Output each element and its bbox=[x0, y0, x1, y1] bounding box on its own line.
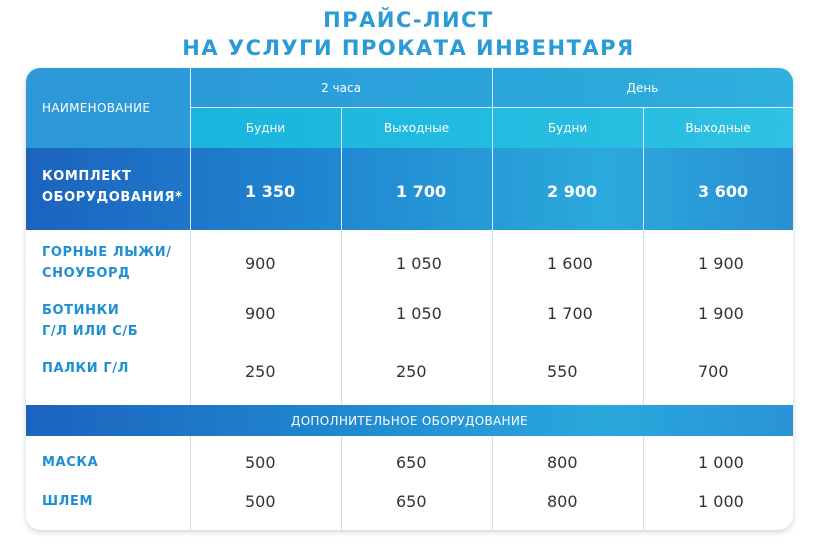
table-cell: 1 000 bbox=[698, 491, 744, 511]
table-cell: 1 600 bbox=[547, 253, 593, 273]
table-cell: 1 900 bbox=[698, 253, 744, 273]
title-line-2: НА УСЛУГИ ПРОКАТА ИНВЕНТАРЯ bbox=[182, 36, 635, 60]
row-name-mask: МАСКА bbox=[42, 455, 99, 470]
table-cell: 650 bbox=[396, 491, 427, 511]
price-table bbox=[26, 68, 793, 530]
table-cell: 900 bbox=[245, 303, 276, 323]
table-cell: 800 bbox=[547, 452, 578, 472]
header-2h-weekdays: Будни bbox=[245, 120, 286, 135]
row-name-skis: ГОРНЫЕ ЛЫЖИ/ СНОУБОРД bbox=[42, 245, 172, 281]
table-cell: 250 bbox=[245, 361, 276, 381]
table-cell: 2 900 bbox=[547, 181, 598, 201]
header-name-column: НАИМЕНОВАНИЕ bbox=[42, 101, 151, 115]
table-cell: 1 050 bbox=[396, 303, 442, 323]
table-cell: 1 000 bbox=[698, 452, 744, 472]
table-cell: 700 bbox=[698, 361, 729, 381]
table-cell: 3 600 bbox=[698, 181, 749, 201]
table-cell: 900 bbox=[245, 253, 276, 273]
table-cell: 500 bbox=[245, 491, 276, 511]
table-cell: 1 900 bbox=[698, 303, 744, 323]
row-name-helmet: ШЛЕМ bbox=[42, 494, 94, 509]
header-day-weekends: Выходные bbox=[685, 120, 751, 135]
table-cell: 250 bbox=[396, 361, 427, 381]
row-name-boots: БОТИНКИ Г/Л ИЛИ С/Б bbox=[42, 303, 139, 339]
header-2h: 2 часа bbox=[321, 80, 361, 95]
table-cell: 1 700 bbox=[547, 303, 593, 323]
header-2h-weekends: Выходные bbox=[383, 120, 450, 135]
row-name-set: КОМПЛЕКТ ОБОРУДОВАНИЯ* bbox=[42, 169, 183, 205]
table-cell: 650 bbox=[396, 452, 427, 472]
row-name-poles: ПАЛКИ Г/Л bbox=[42, 361, 129, 376]
title-line-1: ПРАЙС-ЛИСТ bbox=[323, 8, 494, 32]
table-cell: 1 700 bbox=[396, 181, 447, 201]
header-day-weekdays: Будни bbox=[547, 120, 588, 135]
table-cell: 1 350 bbox=[245, 181, 296, 201]
extra-section-label: ДОПОЛНИТЕЛЬНОЕ ОБОРУДОВАНИЕ bbox=[291, 413, 528, 428]
table-cell: 500 bbox=[245, 452, 276, 472]
header-day: День bbox=[626, 80, 659, 95]
table-cell: 800 bbox=[547, 491, 578, 511]
table-cell: 1 050 bbox=[396, 253, 442, 273]
table-cell: 550 bbox=[547, 361, 578, 381]
